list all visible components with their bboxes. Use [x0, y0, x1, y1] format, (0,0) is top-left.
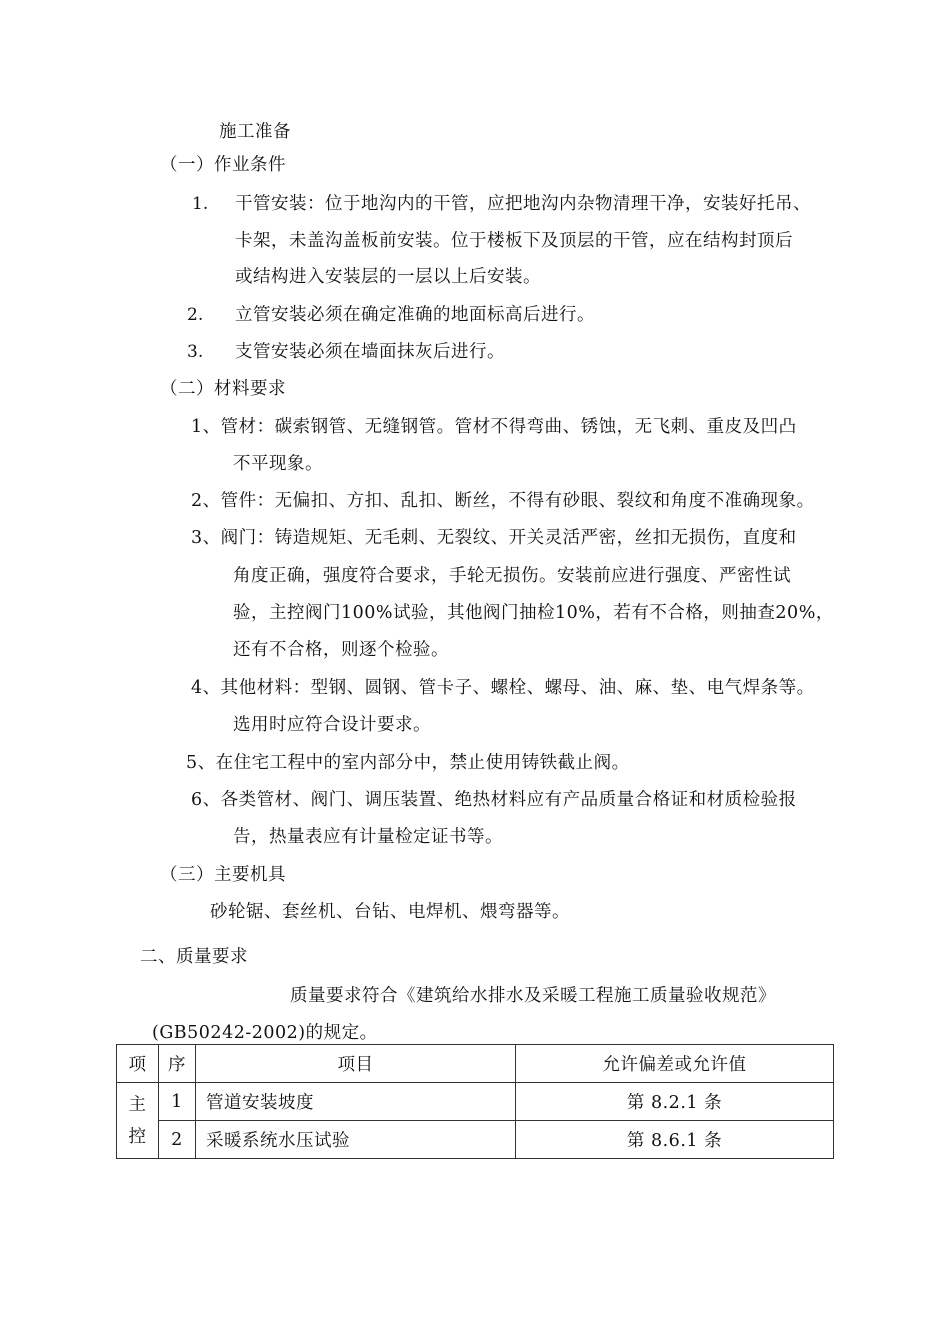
item-cell: 管道安装坡度	[196, 1083, 516, 1121]
value-cell: 第 8.6.1 条	[516, 1121, 834, 1159]
table-header-row	[117, 1045, 834, 1083]
list-item-line: 告，热量表应有计量检定证书等。	[233, 827, 503, 847]
quality-intro: 质量要求符合《建筑给水排水及采暖工程施工质量验收规范》	[290, 986, 776, 1006]
list-item-line: 2、管件：无偏扣、方扣、乱扣、断丝，不得有砂眼、裂纹和角度不准确现象。	[191, 491, 815, 511]
table-row	[117, 1083, 834, 1121]
table-header-cell: 项	[117, 1045, 159, 1083]
list-item-line: 验，主控阀门100%试验，其他阀门抽检10%，若有不合格，则抽查20%，	[233, 603, 834, 623]
list-item-line: 6、各类管材、阀门、调压装置、绝热材料应有产品质量合格证和材质检验报	[191, 790, 797, 810]
category-cell	[117, 1083, 159, 1159]
list-item-line: 1、管材：碳索钢管、无缝钢管。管材不得弯曲、锈蚀，无飞刺、重皮及凹凸	[191, 417, 797, 437]
item-cell: 采暖系统水压试验	[196, 1121, 516, 1159]
table-row	[117, 1121, 834, 1159]
list-item-line: 不平现象。	[233, 454, 323, 474]
list-item-line: 卡架，未盖沟盖板前安装。位于楼板下及顶层的干管，应在结构封顶后	[235, 231, 793, 251]
quality-table	[116, 1044, 834, 1159]
table-header-cell: 项目	[196, 1045, 516, 1083]
list-item-line: 4、其他材料：型钢、圆钢、管卡子、螺栓、螺母、油、麻、垫、电气焊条等。	[191, 678, 815, 698]
tools-text: 砂轮锯、套丝机、台钻、电焊机、煨弯器等。	[210, 902, 570, 922]
category-char: 控	[128, 1126, 147, 1147]
subsection-title-work-conditions: （一）作业条件	[160, 155, 286, 175]
list-item-line: 5、在住宅工程中的室内部分中，禁止使用铸铁截止阀。	[186, 753, 630, 773]
table-header-cell: 允许偏差或允许值	[516, 1045, 834, 1083]
section-title: 施工准备	[219, 122, 291, 142]
list-item-number: 1.	[192, 194, 209, 214]
list-item-line: 或结构进入安装层的一层以上后安装。	[235, 267, 541, 287]
seq-cell: 2	[159, 1121, 196, 1159]
list-item-line: 立管安装必须在确定准确的地面标高后进行。	[235, 305, 595, 325]
quality-intro-code: (GB50242-2002)的规定。	[152, 1023, 378, 1043]
table-header-cell: 序	[159, 1045, 196, 1083]
list-item-number: 2.	[187, 305, 204, 325]
list-item-number: 3.	[187, 342, 204, 362]
seq-cell: 1	[159, 1083, 196, 1121]
list-item-line: 还有不合格，则逐个检验。	[233, 640, 449, 660]
subsection-title-material-requirements: （二）材料要求	[160, 379, 286, 399]
list-item-line: 干管安装：位于地沟内的干管，应把地沟内杂物清理干净，安装好托吊、	[235, 194, 811, 214]
list-item-line: 3、阀门：铸造规矩、无毛刺、无裂纹、开关灵活严密，丝扣无损伤，直度和	[191, 528, 797, 548]
list-item-line: 角度正确，强度符合要求，手轮无损伤。安装前应进行强度、严密性试	[233, 566, 791, 586]
category-char: 主	[128, 1094, 147, 1115]
value-cell: 第 8.2.1 条	[516, 1083, 834, 1121]
list-item-line: 支管安装必须在墙面抹灰后进行。	[235, 342, 505, 362]
subsection-title-main-tools: （三）主要机具	[160, 865, 286, 885]
section-title-quality: 二、质量要求	[140, 947, 248, 967]
list-item-line: 选用时应符合设计要求。	[233, 715, 431, 735]
